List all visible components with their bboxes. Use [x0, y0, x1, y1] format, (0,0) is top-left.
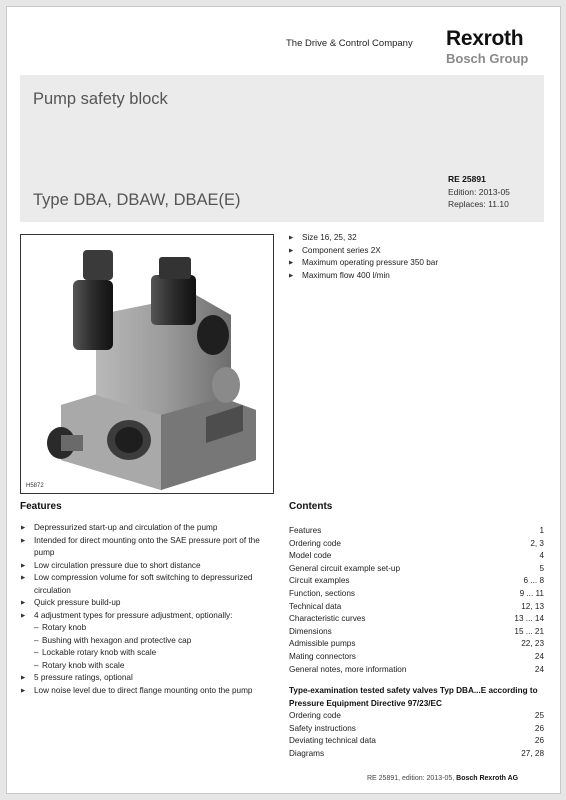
- feature-subitem: – Rotary knob with scale: [20, 660, 282, 673]
- feature-item: ▶ Depressurized start-up and circulation of the pump: [20, 522, 282, 535]
- toc-row[interactable]: [289, 550, 546, 563]
- pump-safety-block-illustration: [21, 235, 273, 493]
- toc-page: 2, 3: [530, 538, 544, 548]
- toc-row[interactable]: [289, 664, 546, 677]
- feature-subitem: – Rotary knob: [20, 622, 282, 635]
- feature-item: ▶ Low circulation pressure due to short distance: [20, 560, 282, 573]
- toc-label: Features: [289, 526, 322, 535]
- toc-label: Function, sections: [289, 588, 355, 598]
- feature-item: ▶ 5 pressure ratings, optional: [20, 672, 282, 685]
- toc-page: 15 ... 21: [514, 626, 544, 636]
- toc-label: Mating connectors: [289, 651, 356, 661]
- spec-item: ▶ Maximum operating pressure 350 bar: [289, 257, 438, 270]
- product-photo: [20, 234, 274, 494]
- toc-label: Circuit examples: [289, 576, 350, 586]
- toc-row[interactable]: [289, 538, 546, 551]
- toc-row[interactable]: [289, 563, 546, 576]
- document-title: Pump safety block: [33, 90, 168, 108]
- feature-item: ▶ Low compression volume for soft switching to depressurized circulation: [20, 572, 282, 597]
- spec-item: ▶ Component series 2X: [289, 245, 438, 258]
- spec-item: ▶ Size 16, 25, 32: [289, 232, 438, 245]
- toc-row[interactable]: [289, 748, 546, 761]
- toc-label: General notes, more information: [289, 664, 407, 674]
- toc-label: Diagrams: [289, 748, 325, 758]
- toc-label: Dimensions: [289, 626, 332, 636]
- feature-item: ▶ Quick pressure build-up: [20, 597, 282, 610]
- toc-page: 12, 13: [521, 601, 544, 611]
- contents-sub-list: [289, 710, 546, 760]
- toc-page: 1: [539, 526, 544, 535]
- footer: [367, 775, 518, 782]
- toc-label: Ordering code: [289, 538, 341, 548]
- footer-text: RE 25891, edition: 2013-05,: [367, 775, 455, 782]
- toc-page: 25: [534, 711, 544, 720]
- toc-label: Characteristic curves: [289, 614, 366, 624]
- spec-item: ▶ Maximum flow 400 l/min: [289, 270, 438, 283]
- document-info: [448, 173, 510, 211]
- toc-page: 13 ... 14: [514, 614, 544, 624]
- toc-label: Admissible pumps: [289, 639, 356, 649]
- toc-page: 24: [534, 651, 544, 661]
- toc-row[interactable]: [289, 710, 546, 723]
- toc-page: 26: [534, 736, 544, 746]
- toc-row[interactable]: [289, 613, 546, 626]
- feature-item: ▶ Intended for direct mounting onto the SAE pressure port of the pump: [20, 535, 282, 560]
- contents-sub-heading: Type-examination tested safety valves Typ DBA...E according to Pressure Equipment Directive 97/23/EC: [289, 686, 538, 708]
- contents-heading: Contents: [289, 501, 333, 512]
- spec-list: [289, 232, 438, 282]
- toc-page: 26: [534, 723, 544, 733]
- title-band: [20, 75, 544, 222]
- toc-row[interactable]: [289, 651, 546, 664]
- toc-label: General circuit example set-up: [289, 563, 401, 573]
- feature-item: ▶ 4 adjustment types for pressure adjustment, optionally:: [20, 610, 282, 623]
- feature-subitem: – Lockable rotary knob with scale: [20, 647, 282, 660]
- toc-row[interactable]: [289, 723, 546, 736]
- tagline: The Drive & Control Company: [286, 38, 413, 49]
- contents-list: [289, 525, 546, 676]
- document-type: Type DBA, DBAW, DBAE(E): [33, 191, 241, 209]
- toc-page: 6 ... 8: [523, 576, 544, 586]
- re-number: RE 25891: [448, 174, 486, 184]
- toc-page: 5: [539, 563, 544, 573]
- toc-label: Model code: [289, 551, 332, 561]
- brand-logo: Rexroth: [446, 27, 524, 50]
- toc-row[interactable]: [289, 626, 546, 639]
- toc-label: Safety instructions: [289, 723, 356, 733]
- toc-label: Technical data: [289, 601, 342, 611]
- toc-page: 22, 23: [521, 639, 544, 649]
- photo-id: H5872: [26, 483, 44, 489]
- toc-row[interactable]: [289, 525, 546, 538]
- feature-item: ▶ Low noise level due to direct flange mounting onto the pump: [20, 685, 282, 698]
- toc-label: Ordering code: [289, 711, 341, 720]
- toc-row[interactable]: [289, 735, 546, 748]
- toc-page: 27, 28: [521, 748, 544, 758]
- features-heading: Features: [20, 501, 62, 512]
- feature-subitem: – Bushing with hexagon and protective cap: [20, 635, 282, 648]
- toc-row[interactable]: [289, 575, 546, 588]
- features-list: [20, 522, 282, 697]
- toc-page: 4: [539, 551, 544, 561]
- toc-row[interactable]: [289, 601, 546, 614]
- footer-company: Bosch Rexroth AG: [456, 775, 519, 782]
- toc-label: Deviating technical data: [289, 736, 376, 746]
- toc-page: 24: [534, 664, 544, 674]
- toc-row[interactable]: [289, 588, 546, 601]
- edition: Edition: 2013-05: [448, 186, 510, 197]
- toc-page: 9 ... 11: [519, 588, 544, 598]
- brand-subtitle: Bosch Group: [446, 51, 529, 66]
- toc-row[interactable]: [289, 638, 546, 651]
- replaces: Replaces: 11.10: [448, 199, 509, 209]
